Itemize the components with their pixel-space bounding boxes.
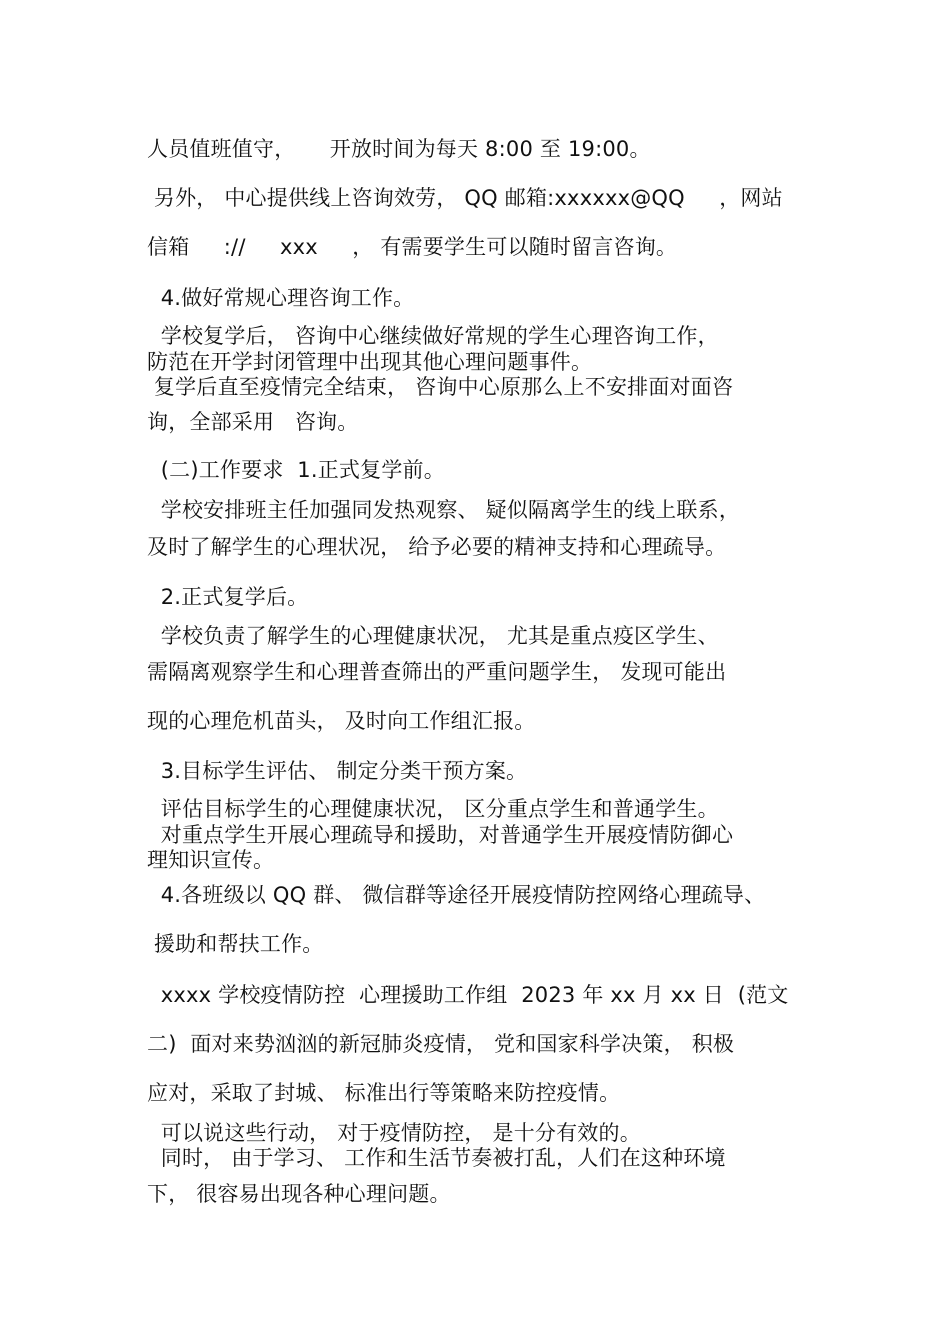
text-line-7: 复学后直至疫情完全结束， 咨询中心原那么上不安排面对面咨 (147, 375, 734, 399)
text-line-11: 及时了解学生的心理状况， 给予必要的精神支持和心理疏导。 (147, 535, 727, 559)
text-line-6: 防范在开学封闭管理中出现其他心理问题事件。 (147, 350, 593, 374)
text-line-27: 下， 很容易出现各种心理问题。 (147, 1182, 451, 1206)
text-line-1: 人员值班值守， 开放时间为每天 8:00 至 19:00。 (147, 137, 651, 161)
text-line-22: xxxx 学校疫情防控 心理援助工作组 2023 年 xx 月 xx 日 (范文 (147, 983, 789, 1007)
text-line-2: 另外， 中心提供线上咨询效劳， QQ 邮箱:xxxxxx@QQ ，网站 (147, 186, 783, 210)
text-line-21: 援助和帮扶工作。 (147, 932, 324, 956)
text-line-19: 理知识宣传。 (147, 848, 275, 872)
text-line-18: 对重点学生开展心理疏导和援助，对普通学生开展疫情防御心 (147, 823, 734, 847)
text-line-13: 学校负责了解学生的心理健康状况， 尤其是重点疫区学生、 (147, 624, 719, 648)
text-line-15: 现的心理危机苗头， 及时向工作组汇报。 (147, 709, 536, 733)
text-line-5: 学校复学后， 咨询中心继续做好常规的学生心理咨询工作， (147, 324, 719, 348)
text-line-17: 评估目标学生的心理健康状况， 区分重点学生和普通学生。 (147, 797, 719, 821)
text-line-3: 信箱 :// xxx ， 有需要学生可以随时留言咨询。 (147, 235, 678, 259)
text-line-20: 4.各班级以 QQ 群、 微信群等途径开展疫情防控网络心理疏导、 (147, 883, 766, 907)
text-line-16: 3.目标学生评估、 制定分类干预方案。 (147, 759, 528, 783)
text-line-25: 可以说这些行动， 对于疫情防控， 是十分有效的。 (147, 1121, 641, 1145)
text-line-23: 二) 面对来势汹汹的新冠肺炎疫情， 党和国家科学决策， 积极 (147, 1032, 735, 1056)
text-line-10: 学校安排班主任加强同发热观察、 疑似隔离学生的线上联系， (147, 498, 741, 522)
text-line-8: 询，全部采用 咨询。 (147, 410, 359, 434)
text-line-4: 4.做好常规心理咨询工作。 (147, 286, 415, 310)
text-line-24: 应对，采取了封城、 标准出行等策略来防控疫情。 (147, 1081, 621, 1105)
text-line-9: (二)工作要求 1.正式复学前。 (147, 458, 445, 482)
text-line-26: 同时， 由于学习、 工作和生活节奏被打乱，人们在这种环境 (147, 1146, 726, 1170)
text-line-12: 2.正式复学后。 (147, 585, 309, 609)
text-line-14: 需隔离观察学生和心理普查筛出的严重问题学生， 发现可能出 (147, 660, 727, 684)
